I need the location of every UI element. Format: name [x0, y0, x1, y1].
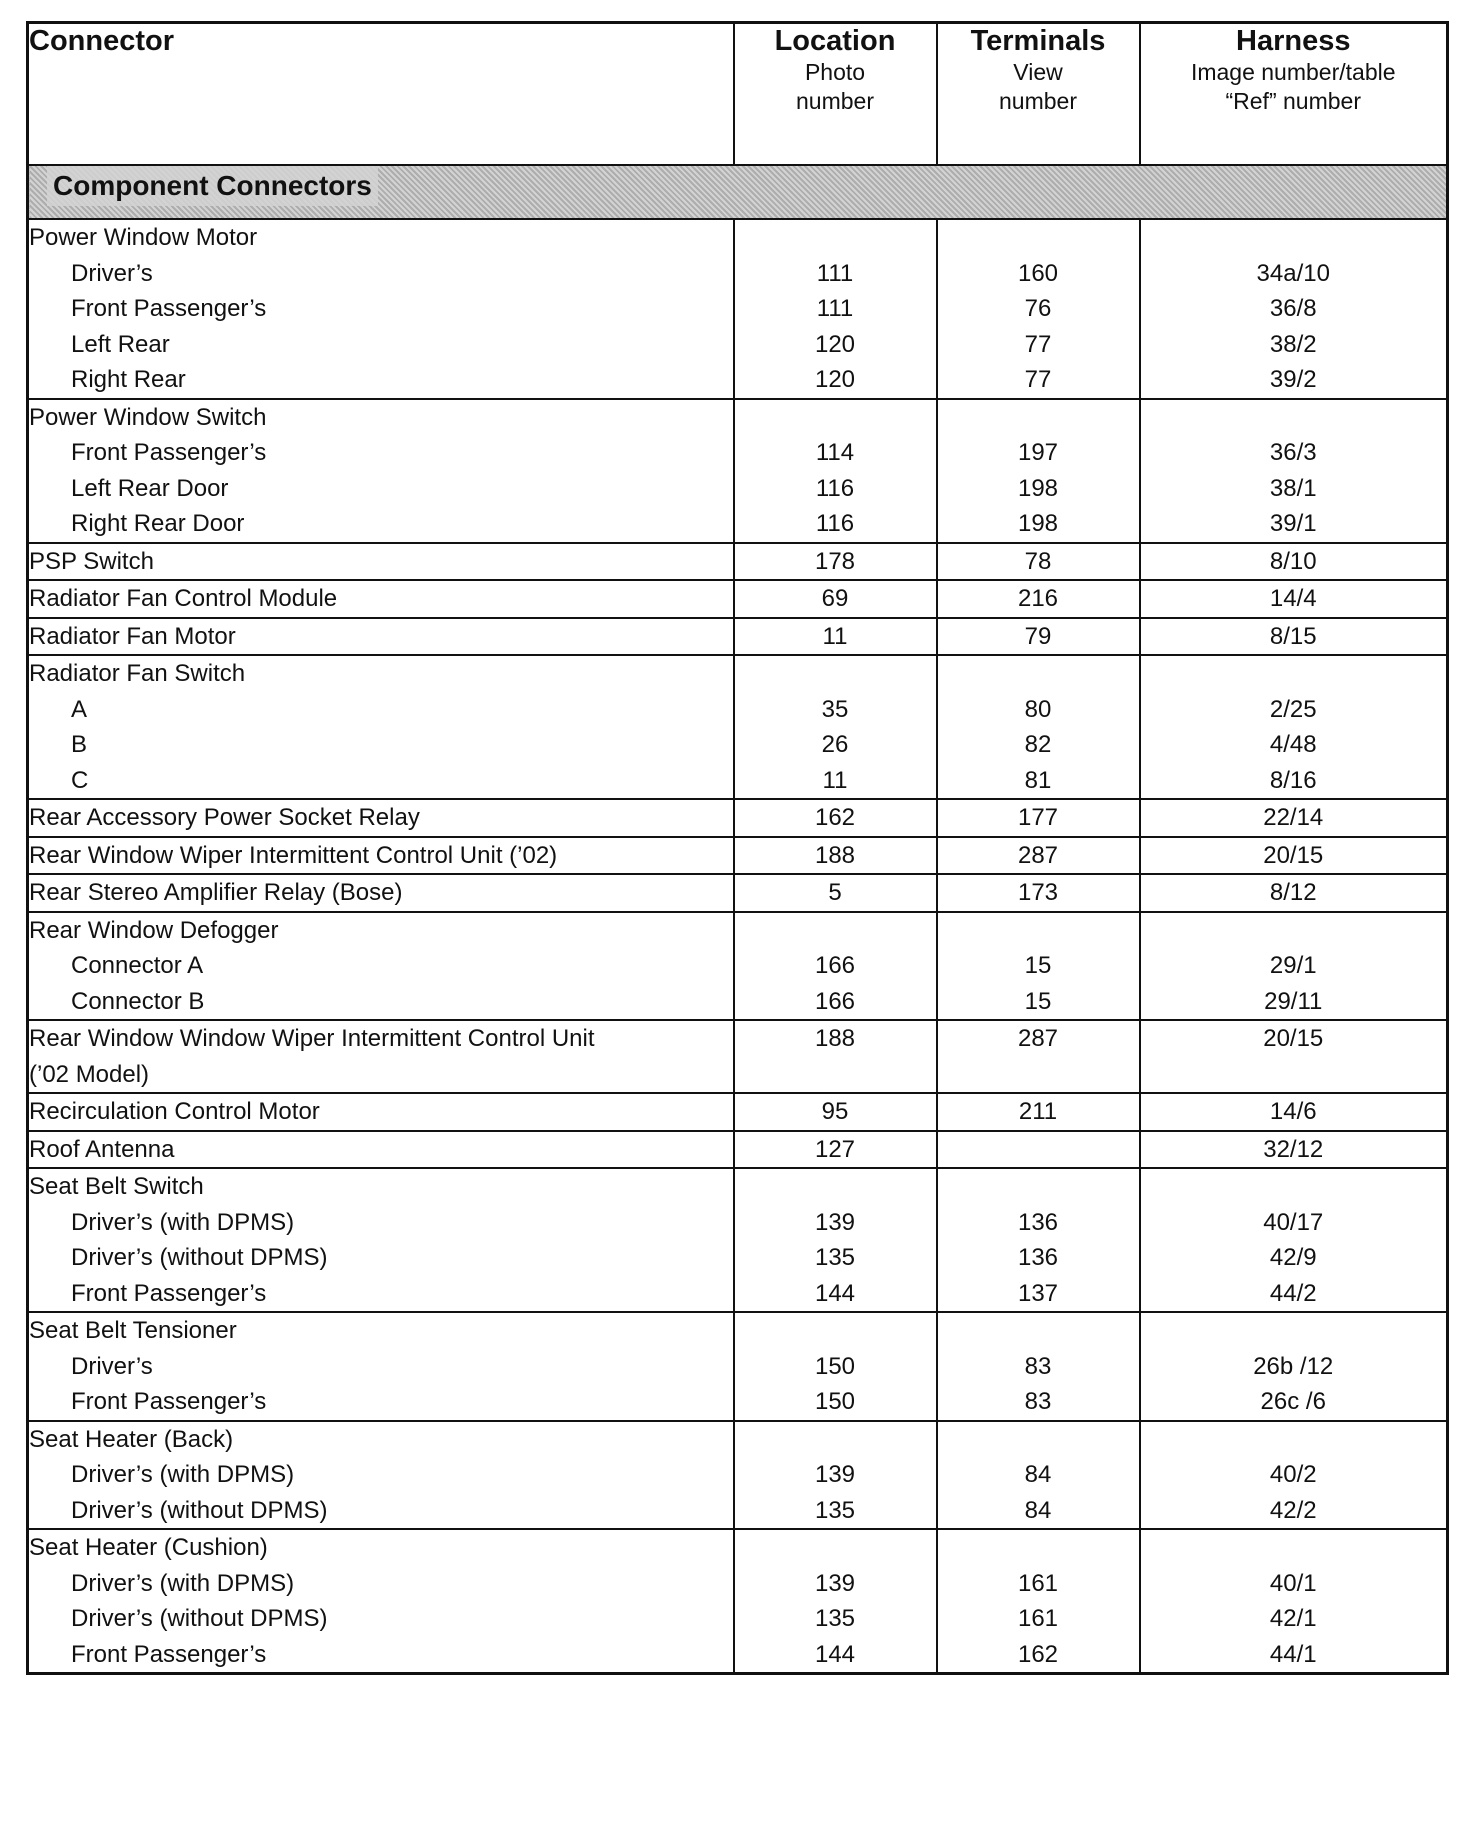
- sub-connector-name: Driver’s: [28, 256, 734, 292]
- location-photo-number: 144: [734, 1637, 937, 1674]
- connector-name: Recirculation Control Motor: [28, 1093, 734, 1131]
- harness-ref-number: 38/1: [1140, 471, 1448, 507]
- harness-ref-number: 14/4: [1140, 580, 1448, 618]
- connector-name: Seat Heater (Back): [28, 1421, 734, 1458]
- sub-connector-name: Front Passenger’s: [28, 1637, 734, 1674]
- header-connector-label: Connector: [29, 25, 174, 57]
- header-terminals-sub: View number: [999, 59, 1077, 114]
- table-row: [28, 256, 1448, 292]
- terminals-view-number: 80: [937, 692, 1140, 728]
- harness-ref-number: 32/12: [1140, 1131, 1448, 1169]
- section-component-connectors: [28, 165, 1448, 219]
- sub-connector-name: Driver’s (without DPMS): [28, 1240, 734, 1276]
- harness-ref-number: 40/17: [1140, 1205, 1448, 1241]
- harness-ref-number: 42/1: [1140, 1601, 1448, 1637]
- terminals-view-number: 162: [937, 1637, 1140, 1674]
- harness-ref-number: 22/14: [1140, 799, 1448, 837]
- location-photo-number: 26: [734, 727, 937, 763]
- location-photo-number: 162: [734, 799, 937, 837]
- location-photo-number: 127: [734, 1131, 937, 1169]
- location-photo-number: [734, 1168, 937, 1205]
- harness-ref-number: 44/2: [1140, 1276, 1448, 1313]
- location-photo-number: 5: [734, 874, 937, 912]
- table-row: [28, 543, 1448, 581]
- location-photo-number: 35: [734, 692, 937, 728]
- terminals-view-number: 77: [937, 362, 1140, 399]
- sub-connector-name: Driver’s (without DPMS): [28, 1601, 734, 1637]
- table-row: [28, 1529, 1448, 1566]
- sub-connector-name: Front Passenger’s: [28, 291, 734, 327]
- connector-group: [28, 799, 1448, 837]
- location-photo-number: 150: [734, 1349, 937, 1385]
- terminals-view-number: 198: [937, 471, 1140, 507]
- harness-ref-number: 38/2: [1140, 327, 1448, 363]
- terminals-view-number: 79: [937, 618, 1140, 656]
- location-photo-number: 139: [734, 1566, 937, 1602]
- location-photo-number: 120: [734, 327, 937, 363]
- table-row: [28, 399, 1448, 436]
- harness-ref-number: 26c /6: [1140, 1384, 1448, 1421]
- harness-ref-number: 40/2: [1140, 1457, 1448, 1493]
- connector-name: Power Window Motor: [28, 219, 734, 256]
- location-photo-number: 116: [734, 506, 937, 543]
- table-row: [28, 1566, 1448, 1602]
- location-photo-number: [734, 219, 937, 256]
- harness-ref-number: [1140, 912, 1448, 949]
- location-photo-number: 150: [734, 1384, 937, 1421]
- terminals-view-number: 15: [937, 984, 1140, 1021]
- connector-group: [28, 618, 1448, 656]
- sub-connector-name: Driver’s (without DPMS): [28, 1493, 734, 1530]
- table-row: [28, 799, 1448, 837]
- harness-ref-number: 39/2: [1140, 362, 1448, 399]
- table-row: [28, 435, 1448, 471]
- connector-name: PSP Switch: [28, 543, 734, 581]
- connector-name: Rear Accessory Power Socket Relay: [28, 799, 734, 837]
- terminals-view-number: 137: [937, 1276, 1140, 1313]
- connector-group: [28, 580, 1448, 618]
- sub-connector-name: Front Passenger’s: [28, 1384, 734, 1421]
- header-harness-sub2: “Ref” number: [1225, 88, 1361, 114]
- terminals-view-number: 136: [937, 1205, 1140, 1241]
- harness-ref-number: [1140, 1421, 1448, 1458]
- connector-group: [28, 837, 1448, 875]
- sub-connector-name: Right Rear: [28, 362, 734, 399]
- terminals-view-number: 160: [937, 256, 1140, 292]
- header-connector: [28, 23, 734, 166]
- table-row: [28, 912, 1448, 949]
- connector-name: Rear Window Wiper Intermittent Control Unit (’02): [28, 837, 734, 875]
- connector-table: [26, 21, 1449, 1675]
- location-photo-number: [734, 1312, 937, 1349]
- table-row: [28, 1240, 1448, 1276]
- table-row: [28, 219, 1448, 256]
- terminals-view-number: 83: [937, 1349, 1140, 1385]
- table-row: [28, 362, 1448, 399]
- connector-group: [28, 1168, 1448, 1312]
- terminals-view-number: [937, 655, 1140, 692]
- connector-name: Radiator Fan Control Module: [28, 580, 734, 618]
- harness-ref-number: [1140, 1168, 1448, 1205]
- harness-ref-number: 39/1: [1140, 506, 1448, 543]
- connector-group: [28, 219, 1448, 399]
- terminals-view-number: 211: [937, 1093, 1140, 1131]
- table-row: [28, 1093, 1448, 1131]
- harness-ref-number: [1140, 1529, 1448, 1566]
- section-banner: [28, 165, 1448, 219]
- harness-ref-number: [1140, 399, 1448, 436]
- harness-ref-number: 44/1: [1140, 1637, 1448, 1674]
- harness-ref-number: [1140, 1057, 1448, 1094]
- location-photo-number: [734, 1421, 937, 1458]
- sub-connector-name: Driver’s (with DPMS): [28, 1457, 734, 1493]
- terminals-view-number: 161: [937, 1601, 1140, 1637]
- table-row: [28, 1421, 1448, 1458]
- table-row: [28, 1601, 1448, 1637]
- terminals-view-number: 76: [937, 291, 1140, 327]
- harness-ref-number: 8/12: [1140, 874, 1448, 912]
- location-photo-number: 135: [734, 1601, 937, 1637]
- terminals-view-number: 216: [937, 580, 1140, 618]
- table-row: [28, 1276, 1448, 1313]
- terminals-view-number: 82: [937, 727, 1140, 763]
- table-row: [28, 727, 1448, 763]
- sub-connector-name: Connector B: [28, 984, 734, 1021]
- header-location: [734, 23, 937, 166]
- terminals-view-number: [937, 1131, 1140, 1169]
- location-photo-number: 178: [734, 543, 937, 581]
- location-photo-number: 188: [734, 1020, 937, 1057]
- sub-connector-name: Front Passenger’s: [28, 435, 734, 471]
- terminals-view-number: 287: [937, 837, 1140, 875]
- table-row: [28, 1493, 1448, 1530]
- location-photo-number: 116: [734, 471, 937, 507]
- table-row: [28, 1205, 1448, 1241]
- harness-ref-number: 29/1: [1140, 948, 1448, 984]
- table-row: [28, 471, 1448, 507]
- connector-group: [28, 912, 1448, 1021]
- header-location-sub: Photo number: [796, 59, 874, 114]
- harness-ref-number: 36/3: [1140, 435, 1448, 471]
- location-photo-number: 69: [734, 580, 937, 618]
- connector-group: [28, 1529, 1448, 1674]
- location-photo-number: 135: [734, 1493, 937, 1530]
- connector-group: [28, 399, 1448, 543]
- harness-ref-number: 4/48: [1140, 727, 1448, 763]
- table-row: [28, 327, 1448, 363]
- header-harness: [1140, 23, 1448, 166]
- harness-ref-number: 42/9: [1140, 1240, 1448, 1276]
- terminals-view-number: 161: [937, 1566, 1140, 1602]
- table-row: [28, 506, 1448, 543]
- location-photo-number: 166: [734, 984, 937, 1021]
- table-row: [28, 984, 1448, 1021]
- table-row: [28, 1312, 1448, 1349]
- location-photo-number: 144: [734, 1276, 937, 1313]
- terminals-view-number: [937, 1529, 1140, 1566]
- connector-name: Seat Belt Switch: [28, 1168, 734, 1205]
- terminals-view-number: 84: [937, 1457, 1140, 1493]
- terminals-view-number: 287: [937, 1020, 1140, 1057]
- terminals-view-number: 81: [937, 763, 1140, 800]
- connector-name: Radiator Fan Motor: [28, 618, 734, 656]
- location-photo-number: 120: [734, 362, 937, 399]
- connector-name: Seat Heater (Cushion): [28, 1529, 734, 1566]
- harness-ref-number: 20/15: [1140, 1020, 1448, 1057]
- connector-group: [28, 1093, 1448, 1131]
- harness-ref-number: 42/2: [1140, 1493, 1448, 1530]
- table-row: [28, 874, 1448, 912]
- harness-ref-number: 40/1: [1140, 1566, 1448, 1602]
- harness-ref-number: 14/6: [1140, 1093, 1448, 1131]
- section-title: Component Connectors: [47, 166, 378, 206]
- table-row: [28, 1384, 1448, 1421]
- sub-connector-name: C: [28, 763, 734, 800]
- table-row: [28, 655, 1448, 692]
- table-row: [28, 1457, 1448, 1493]
- sub-connector-name: Front Passenger’s: [28, 1276, 734, 1313]
- terminals-view-number: 77: [937, 327, 1140, 363]
- connector-group: [28, 655, 1448, 799]
- location-photo-number: 188: [734, 837, 937, 875]
- location-photo-number: 11: [734, 618, 937, 656]
- location-photo-number: [734, 1529, 937, 1566]
- location-photo-number: 111: [734, 256, 937, 292]
- terminals-view-number: [937, 399, 1140, 436]
- connector-name: Roof Antenna: [28, 1131, 734, 1169]
- location-photo-number: 11: [734, 763, 937, 800]
- harness-ref-number: 29/11: [1140, 984, 1448, 1021]
- table-row: [28, 1349, 1448, 1385]
- connector-name: Seat Belt Tensioner: [28, 1312, 734, 1349]
- terminals-view-number: [937, 912, 1140, 949]
- header-harness-label: Harness: [1236, 25, 1351, 57]
- table-row: [28, 291, 1448, 327]
- sub-connector-name: Right Rear Door: [28, 506, 734, 543]
- terminals-view-number: 197: [937, 435, 1140, 471]
- sub-connector-name: Left Rear Door: [28, 471, 734, 507]
- sub-connector-name: Driver’s (with DPMS): [28, 1205, 734, 1241]
- harness-ref-number: 2/25: [1140, 692, 1448, 728]
- sub-connector-name: Left Rear: [28, 327, 734, 363]
- table-row: [28, 763, 1448, 800]
- header-location-label: Location: [774, 25, 896, 57]
- table-row: [28, 692, 1448, 728]
- location-photo-number: [734, 399, 937, 436]
- terminals-view-number: 84: [937, 1493, 1140, 1530]
- terminals-view-number: [937, 1168, 1140, 1205]
- harness-ref-number: 26b /12: [1140, 1349, 1448, 1385]
- sub-connector-name: A: [28, 692, 734, 728]
- location-photo-number: [734, 655, 937, 692]
- location-photo-number: 135: [734, 1240, 937, 1276]
- connector-group: [28, 1421, 1448, 1530]
- terminals-view-number: [937, 1421, 1140, 1458]
- terminals-view-number: [937, 1057, 1140, 1094]
- sub-connector-name: Driver’s: [28, 1349, 734, 1385]
- terminals-view-number: 83: [937, 1384, 1140, 1421]
- harness-ref-number: 34a/10: [1140, 256, 1448, 292]
- harness-ref-number: 8/15: [1140, 618, 1448, 656]
- connector-group: [28, 1020, 1448, 1093]
- connector-name: Rear Window Window Wiper Intermittent Control Unit: [28, 1020, 734, 1057]
- harness-ref-number: 8/16: [1140, 763, 1448, 800]
- table-row: [28, 580, 1448, 618]
- terminals-view-number: 78: [937, 543, 1140, 581]
- location-photo-number: 111: [734, 291, 937, 327]
- harness-ref-number: 20/15: [1140, 837, 1448, 875]
- terminals-view-number: [937, 219, 1140, 256]
- harness-ref-number: 36/8: [1140, 291, 1448, 327]
- terminals-view-number: [937, 1312, 1140, 1349]
- table-row: [28, 837, 1448, 875]
- table-header: [28, 23, 1448, 166]
- harness-ref-number: [1140, 1312, 1448, 1349]
- location-photo-number: 166: [734, 948, 937, 984]
- table-row: [28, 1131, 1448, 1169]
- terminals-view-number: 198: [937, 506, 1140, 543]
- harness-ref-number: 8/10: [1140, 543, 1448, 581]
- connector-name: Rear Stereo Amplifier Relay (Bose): [28, 874, 734, 912]
- header-harness-sub1: Image number/table: [1190, 59, 1396, 85]
- header-terminals-label: Terminals: [970, 25, 1106, 57]
- harness-ref-number: [1140, 655, 1448, 692]
- sub-connector-name: Driver’s (with DPMS): [28, 1566, 734, 1602]
- connector-name: Power Window Switch: [28, 399, 734, 436]
- table-row: [28, 1057, 1448, 1094]
- location-photo-number: 139: [734, 1457, 937, 1493]
- terminals-view-number: 136: [937, 1240, 1140, 1276]
- connector-group: [28, 874, 1448, 912]
- header-terminals: [937, 23, 1140, 166]
- table-row: [28, 618, 1448, 656]
- table-row: [28, 1168, 1448, 1205]
- connector-name: Rear Window Defogger: [28, 912, 734, 949]
- location-photo-number: 114: [734, 435, 937, 471]
- terminals-view-number: 15: [937, 948, 1140, 984]
- table-row: [28, 1020, 1448, 1057]
- location-photo-number: 139: [734, 1205, 937, 1241]
- location-photo-number: [734, 1057, 937, 1094]
- connector-group: [28, 1131, 1448, 1169]
- table-row: [28, 1637, 1448, 1674]
- connector-name: Radiator Fan Switch: [28, 655, 734, 692]
- terminals-view-number: 177: [937, 799, 1140, 837]
- sub-connector-name: B: [28, 727, 734, 763]
- sub-connector-name: Connector A: [28, 948, 734, 984]
- connector-name-continued: (’02 Model): [28, 1057, 734, 1094]
- connector-group: [28, 1312, 1448, 1421]
- terminals-view-number: 173: [937, 874, 1140, 912]
- harness-ref-number: [1140, 219, 1448, 256]
- location-photo-number: 95: [734, 1093, 937, 1131]
- location-photo-number: [734, 912, 937, 949]
- connector-group: [28, 543, 1448, 581]
- table-row: [28, 948, 1448, 984]
